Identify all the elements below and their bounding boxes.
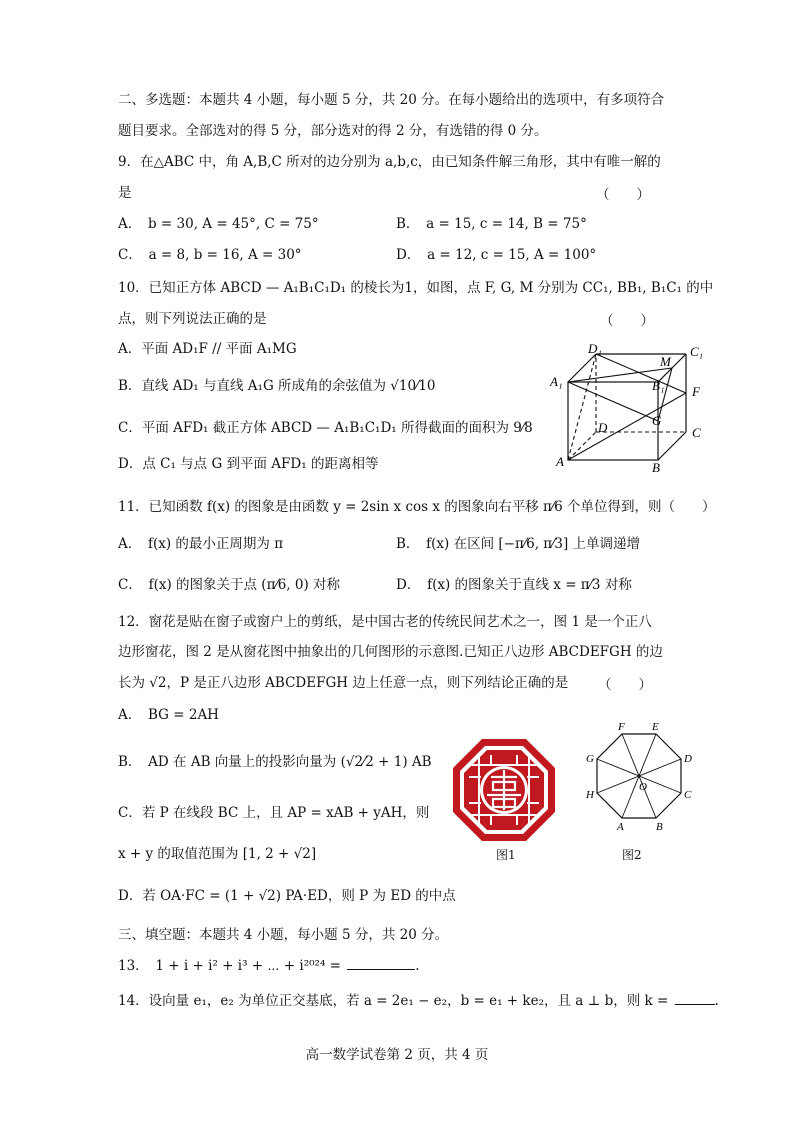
q12-option-b: B． AD 在 AB 向量上的投影向量为 (√2⁄2 + 1) AB <box>118 754 432 770</box>
octagon-label-c: C <box>684 789 692 801</box>
q9-option-d: D． a = 12, c = 15, A = 100° <box>396 247 597 263</box>
q9-option-a: A． b = 30, A = 45°, C = 75° <box>118 216 319 232</box>
q11-option-d: D． f(x) 的图象关于直线 x = π⁄3 对称 <box>396 577 632 593</box>
cube-label-g: G <box>652 413 662 428</box>
q12-stem-cont2: 长为 √2，P 是正八边形 ABCDEFGH 边上任意一点，则下列结论正确的是 <box>118 675 569 691</box>
q10-option-c: C．平面 AFD₁ 截正方体 ABCD — A₁B₁C₁D₁ 所得截面的面积为 9⁄8 <box>118 420 533 436</box>
octagon-label-o: O <box>639 781 647 793</box>
window-flower-figure <box>451 737 557 843</box>
q12-option-c-cont: x + y 的取值范围为 [1, 2 + √2] <box>118 846 317 862</box>
q13-answer-blank[interactable] <box>347 956 415 970</box>
octagon-label-a: A <box>617 821 624 833</box>
q10-option-b: B．直线 AD₁ 与直线 A₁G 所成角的余弦值为 √10⁄10 <box>118 378 436 394</box>
q12-option-a: A． BG = 2AH <box>118 707 219 723</box>
cube-label-b1: B₁ <box>652 378 665 393</box>
cube-label-c1: C₁ <box>690 344 704 359</box>
cube-figure <box>548 340 718 475</box>
q12-answer-paren: （ ） <box>598 677 652 693</box>
octagon-label-e: E <box>652 721 659 733</box>
section-2-heading-line1: 二、多选题：本题共 4 小题，每小题 5 分，共 20 分。在每小题给出的选项中，有多项符合 <box>118 92 665 108</box>
q11-option-c: C． f(x) 的图象关于点 (π⁄6, 0) 对称 <box>118 577 341 593</box>
figure-1-caption: 图1 <box>496 848 516 862</box>
q9-option-c: C． a = 8, b = 16, A = 30° <box>118 247 302 263</box>
q14-text: 14．设向量 e₁，e₂ 为单位正交基底，若 a = 2e₁ − e₂，b = e₁ + ke₂，且 a ⊥ b，则 k = <box>118 993 669 1009</box>
octagon-figure <box>586 720 712 845</box>
q9-answer-paren: （ ） <box>596 187 650 203</box>
q13-stem: 13． 1 + i + i² + i³ + ⋯ + i²⁰²⁴ = . <box>118 958 420 974</box>
q9-stem: 9．在△ABC 中，角 A,B,C 所对的边分别为 a,b,c，由已知条件解三角形，其中有唯一解的 <box>118 154 661 170</box>
q14-answer-blank[interactable] <box>675 991 715 1005</box>
q12-stem-cont1: 边形窗花，图 2 是从窗花图中抽象出的几何图形的示意图.已知正八边形 ABCDEFGH 的边 <box>118 644 663 660</box>
cube-label-d: D <box>598 420 608 435</box>
cube-label-d1: D₁ <box>588 341 602 356</box>
q9-option-b: B． a = 15, c = 14, B = 75° <box>396 216 587 232</box>
q12-option-c: C．若 P 在线段 BC 上，且 AP = xAB + yAH，则 <box>118 805 430 821</box>
cube-label-a1: A₁ <box>550 374 563 389</box>
q12-stem: 12．窗花是贴在窗子或窗户上的剪纸，是中国古老的传统民间艺术之一，图 1 是一个正八 <box>118 614 652 630</box>
q14-stem: 14．设向量 e₁，e₂ 为单位正交基底，若 a = 2e₁ − e₂，b = e₁ + ke₂，且 a ⊥ b，则 k = . <box>118 993 719 1009</box>
q10-answer-paren: （ ） <box>600 313 654 329</box>
cube-label-a: A <box>556 454 564 469</box>
section-3-heading: 三、填空题：本题共 4 小题，每小题 5 分，共 20 分。 <box>118 927 449 943</box>
octagon-label-f: F <box>618 721 625 733</box>
octagon-label-d: D <box>684 753 692 765</box>
cube-label-c: C <box>692 425 701 440</box>
q10-stem-cont: 点，则下列说法正确的是 <box>118 311 267 327</box>
cube-label-b: B <box>652 460 660 475</box>
figure-2-caption: 图2 <box>622 848 642 862</box>
q11-option-b: B． f(x) 在区间 [−π⁄6, π⁄3] 上单调递增 <box>396 536 641 552</box>
cube-label-m: M <box>660 354 671 369</box>
q9-stem-cont: 是 <box>118 185 132 201</box>
q12-option-d: D．若 OA·FC = (1 + √2) PA·ED，则 P 为 ED 的中点 <box>118 888 456 904</box>
octagon-label-g: G <box>586 753 594 765</box>
q10-stem: 10．已知正方体 ABCD — A₁B₁C₁D₁ 的棱长为1，如图，点 F, G, M 分别为 CC₁, BB₁, B₁C₁ 的中 <box>118 280 714 296</box>
q13-text: 13． 1 + i + i² + i³ + ⋯ + i²⁰²⁴ = <box>118 958 341 974</box>
section-2-heading-line2: 题目要求。全部选对的得 5 分，部分选对的得 2 分，有选错的得 0 分。 <box>118 123 548 139</box>
octagon-label-b: B <box>656 821 663 833</box>
cube-label-f: F <box>692 384 700 399</box>
q10-option-d: D．点 C₁ 与点 G 到平面 AFD₁ 的距离相等 <box>118 456 379 472</box>
q11-stem: 11．已知函数 f(x) 的图象是由函数 y = 2sin x cos x 的图象向右平移 π⁄6 个单位得到，则（ ） <box>118 499 716 515</box>
q10-option-a: A．平面 AD₁F // 平面 A₁MG <box>118 341 297 357</box>
octagon-label-h: H <box>586 789 594 801</box>
q11-option-a: A． f(x) 的最小正周期为 π <box>118 536 284 552</box>
page-footer: 高一数学试卷第 2 页，共 4 页 <box>305 1047 489 1063</box>
